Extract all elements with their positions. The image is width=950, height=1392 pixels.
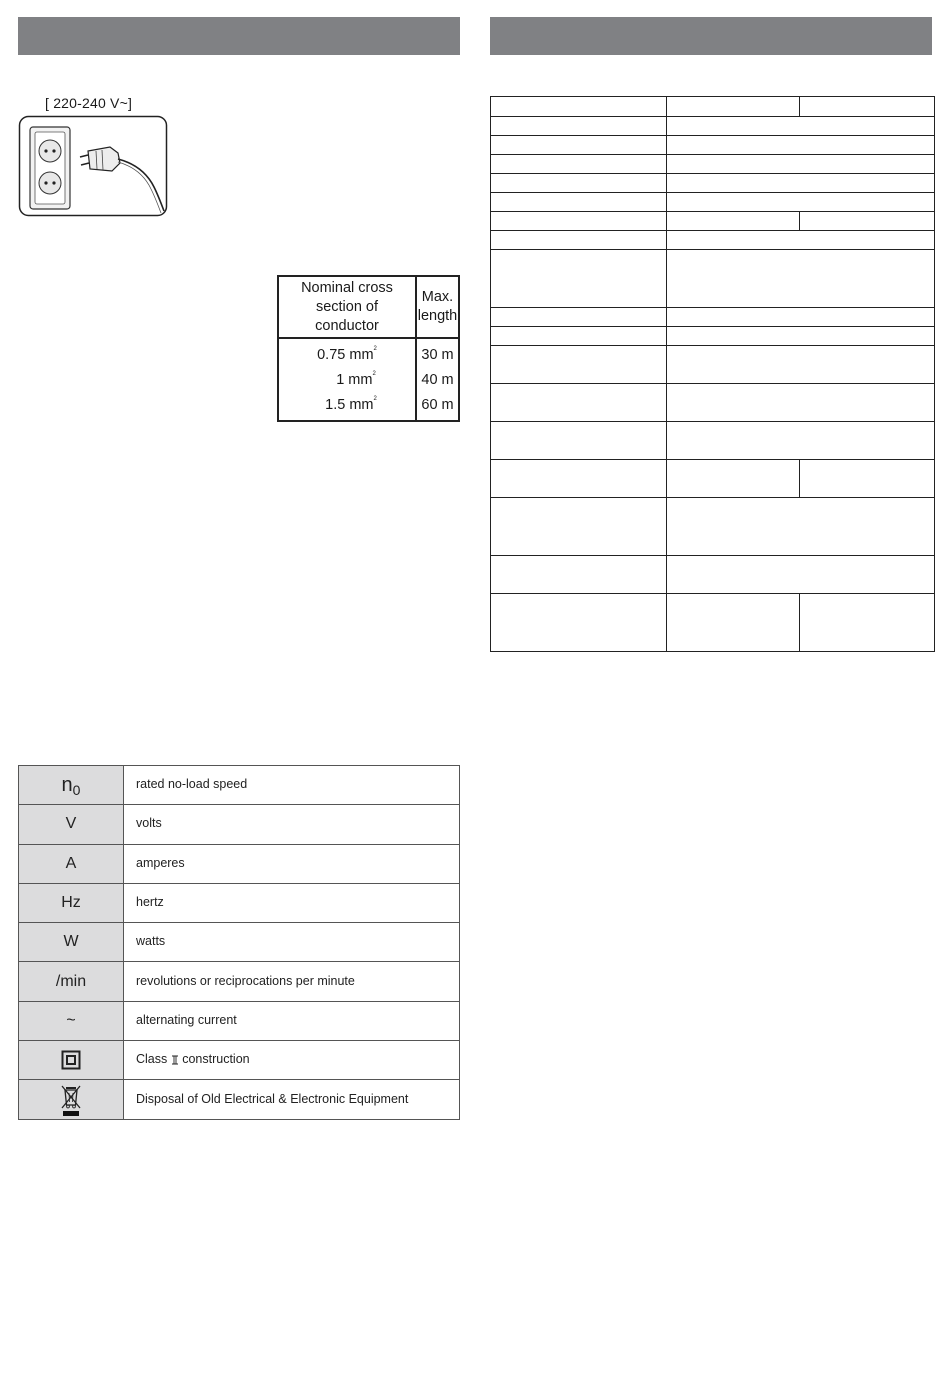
table-row (19, 883, 460, 922)
table-row (19, 1001, 460, 1040)
superscript: 2 (372, 370, 376, 377)
description-text: Class (136, 1052, 171, 1067)
table-row (278, 367, 459, 392)
table-row (491, 555, 934, 593)
description-text: rated no-load speed (136, 777, 248, 792)
symbol-description (124, 844, 460, 883)
symbol-description (124, 962, 460, 1001)
bracket-left-icon: [ (45, 95, 50, 111)
table-row (278, 338, 459, 367)
description-text: volts (136, 816, 162, 831)
class-ii-icon (19, 1041, 124, 1080)
table-row (491, 593, 934, 651)
table-row (278, 392, 459, 421)
table-row (19, 962, 460, 1001)
alternating-current-symbol: ~ (19, 1001, 124, 1040)
description-text: revolutions or reciprocations per minute (136, 973, 355, 988)
symbol-description (124, 923, 460, 962)
symbol-description (124, 1080, 460, 1119)
cell-text: 0.75 mm (317, 346, 374, 363)
description-text: watts (136, 934, 166, 949)
cross-section-header (278, 276, 416, 338)
no-load-speed-symbol: n0 (19, 766, 124, 805)
table-row (491, 116, 934, 135)
volts-symbol: V (19, 805, 124, 844)
description-text: alternating current (136, 1012, 237, 1027)
symbol-description (124, 883, 460, 922)
table-row (19, 1041, 460, 1080)
description-text: hertz (136, 895, 164, 910)
socket-icon (30, 127, 70, 209)
table-row (491, 497, 934, 555)
length-cell: 60 m (421, 396, 454, 413)
voltage-label (45, 95, 132, 111)
socket-plug-illustration (18, 115, 168, 217)
cell-text: 1 mm (336, 371, 373, 388)
table-row (19, 766, 460, 805)
symbol-description (124, 1041, 460, 1080)
header-line: Nominal cross (301, 279, 393, 296)
amperes-symbol: A (19, 844, 124, 883)
right-header-bar (490, 17, 932, 55)
extension-cable-table (277, 275, 460, 422)
table-row (491, 192, 934, 211)
table-row (491, 97, 934, 116)
table-row (491, 307, 934, 326)
table-row (491, 230, 934, 249)
superscript: 2 (373, 345, 377, 352)
cell-text: 1.5 mm (325, 396, 374, 413)
header-line: Max. (421, 289, 454, 305)
table-row (491, 249, 934, 307)
table-row (491, 173, 934, 192)
watts-symbol: W (19, 923, 124, 962)
table-row (491, 383, 934, 421)
weee-bin-icon (19, 1080, 124, 1119)
table-row (491, 421, 934, 459)
superscript: 2 (373, 395, 377, 402)
header-line: conductor (315, 317, 379, 334)
symbols-table (18, 765, 460, 1120)
table-row (491, 135, 934, 154)
hertz-symbol: Hz (19, 883, 124, 922)
table-row (491, 154, 934, 173)
table-row (19, 844, 460, 883)
max-length-header (416, 276, 459, 338)
cross-section-cell (278, 392, 416, 421)
length-cell: 30 m (421, 346, 454, 363)
specification-table (490, 96, 935, 652)
cross-section-cell (278, 367, 416, 392)
left-header-bar (18, 17, 460, 55)
table-row (491, 326, 934, 345)
table-row (491, 211, 934, 230)
description-text: Disposal of Old Electrical & Electronic Equipment (136, 1091, 409, 1106)
bracket-right-icon: ] (127, 95, 133, 111)
symbol-description (124, 805, 460, 844)
table-row (19, 1080, 460, 1119)
class-ii-small-icon (171, 1055, 179, 1065)
table-row (19, 805, 460, 844)
table-row (19, 923, 460, 962)
per-minute-symbol: /min (19, 962, 124, 1001)
description-text: amperes (136, 855, 185, 870)
description-suffix: construction (178, 1052, 250, 1067)
cross-section-cell (278, 338, 416, 367)
header-line: length (417, 308, 458, 324)
length-cell: 40 m (421, 371, 454, 388)
voltage-text: 220-240 V~ (53, 95, 128, 111)
table-row (491, 459, 934, 497)
header-line: section of (315, 298, 379, 315)
table-row (491, 345, 934, 383)
symbol-description (124, 766, 460, 805)
symbol-description (124, 1001, 460, 1040)
